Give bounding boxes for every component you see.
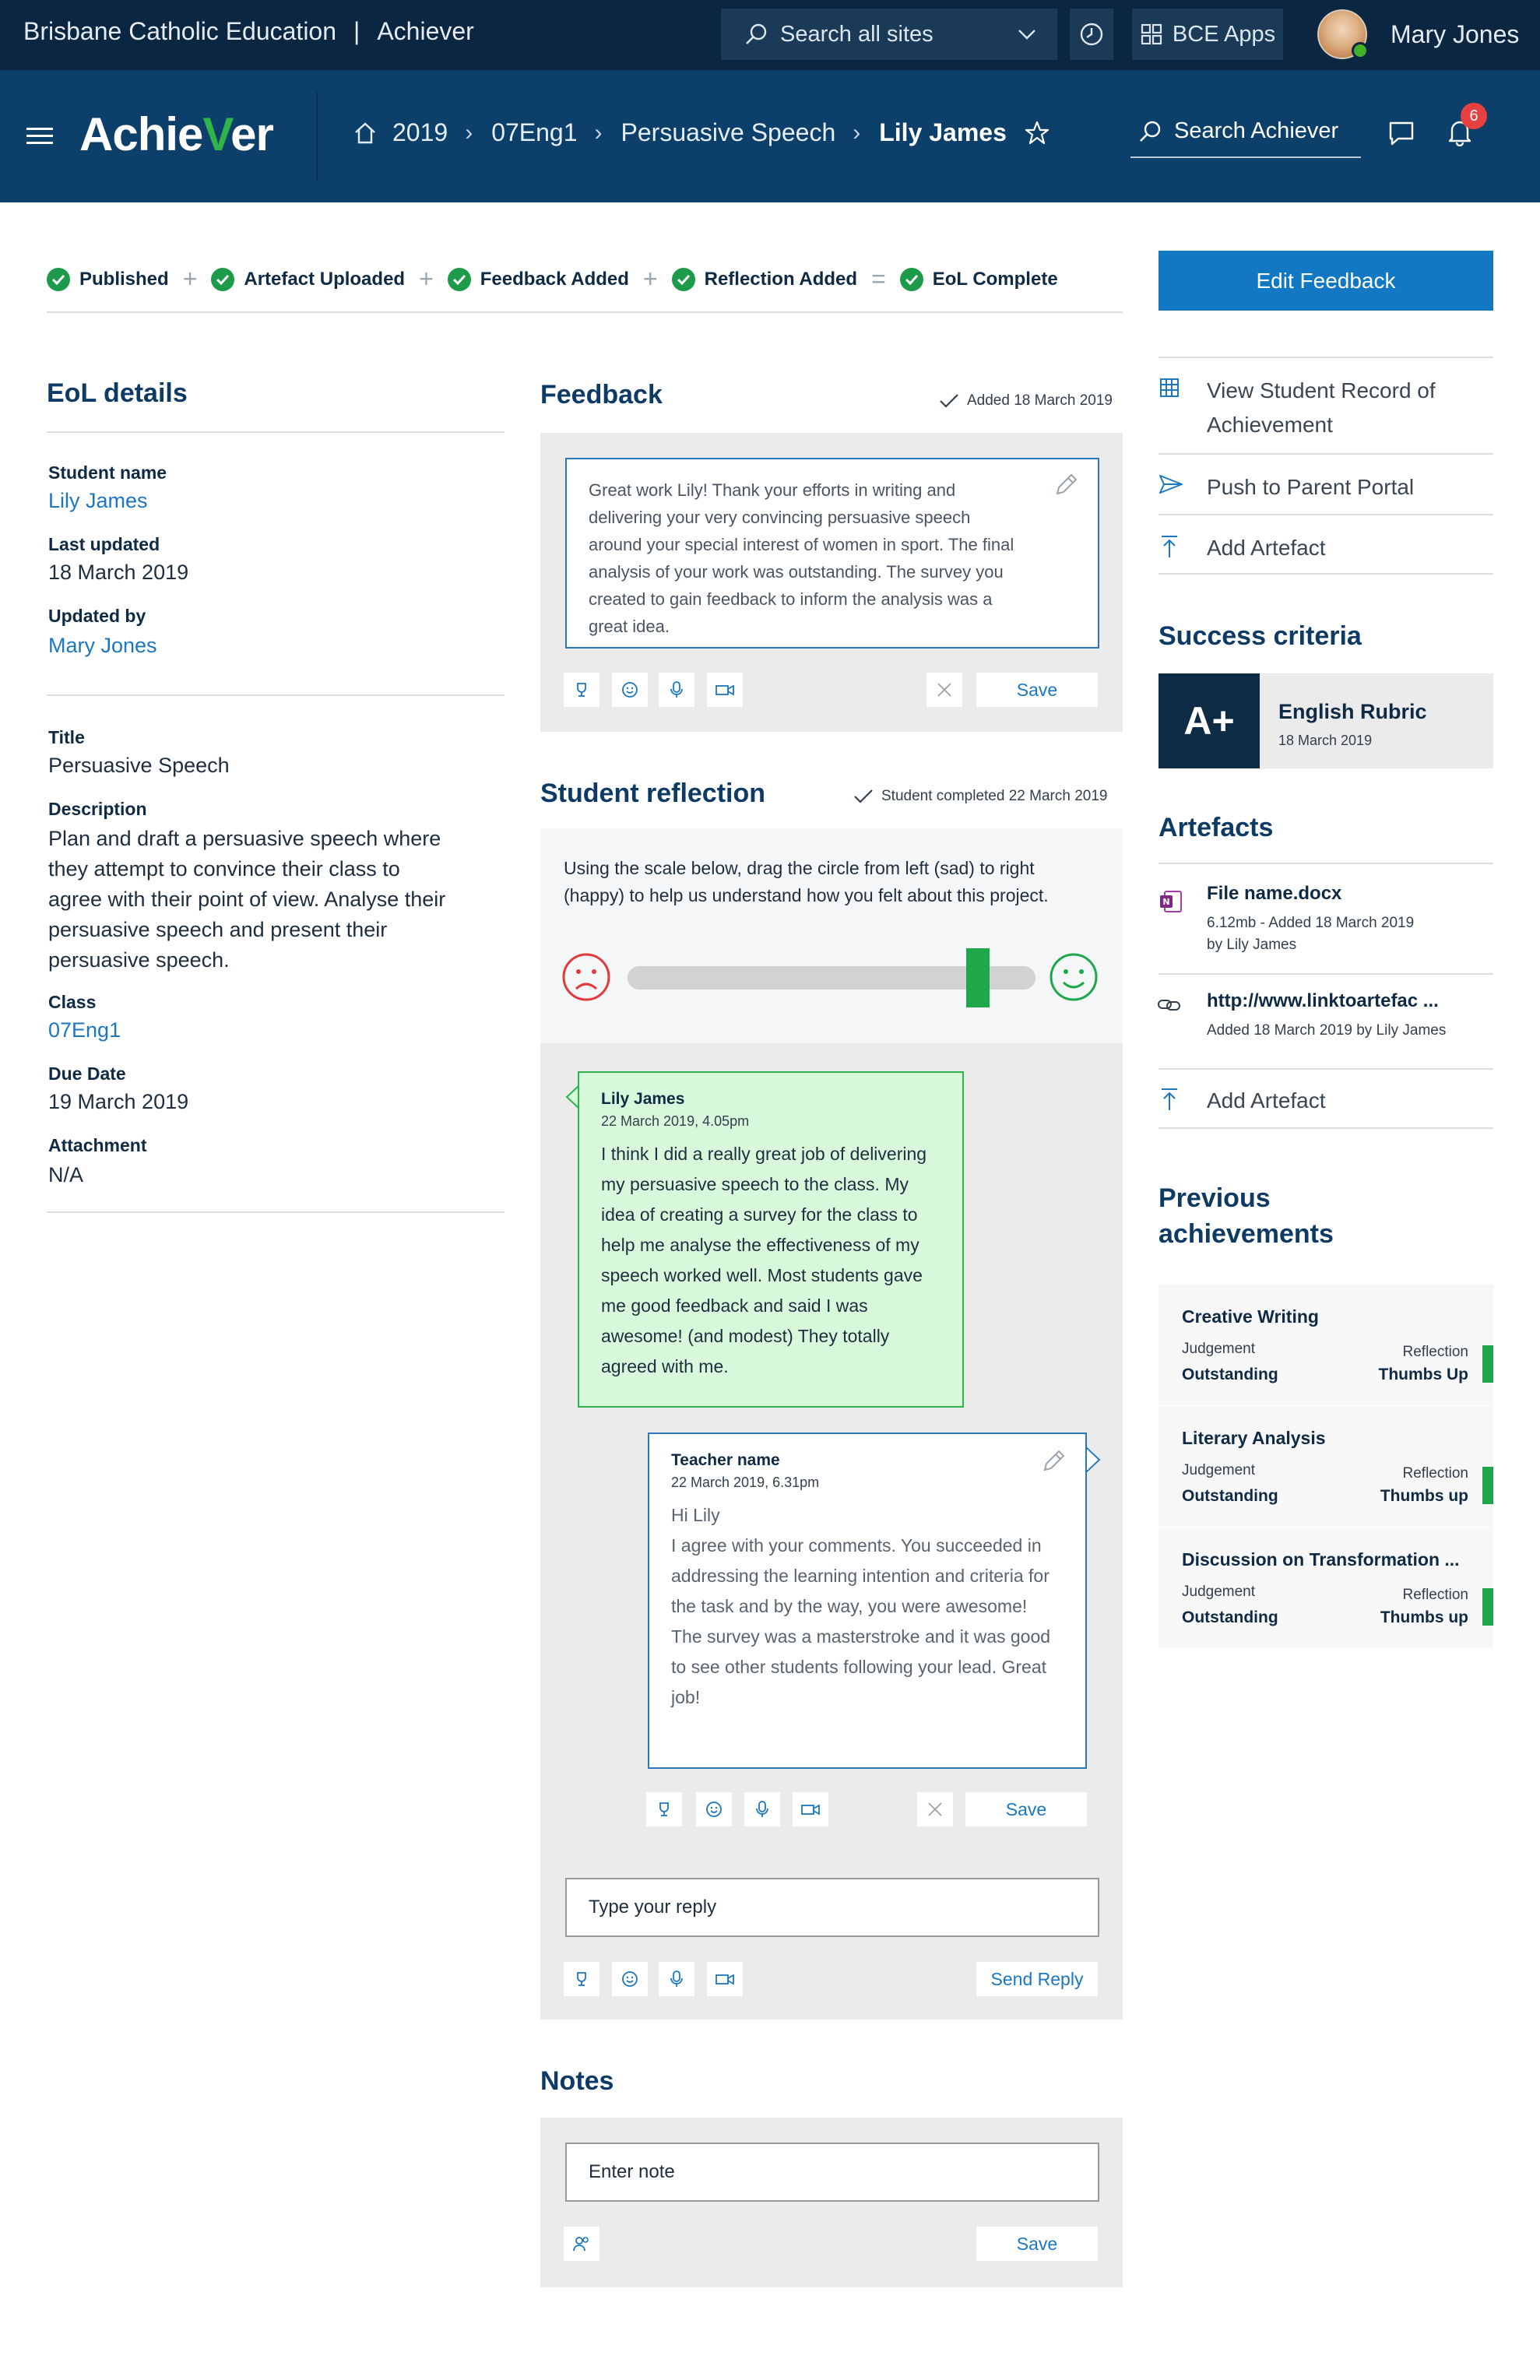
search-all-sites[interactable] bbox=[721, 9, 1057, 60]
attachment-label: Attachment bbox=[48, 1135, 147, 1155]
step-label: EoL Complete bbox=[932, 268, 1058, 290]
microphone-icon bbox=[754, 1800, 771, 1819]
trophy-button[interactable] bbox=[564, 1962, 599, 1996]
emoji-button[interactable] bbox=[612, 673, 648, 707]
cancel-button[interactable] bbox=[926, 673, 962, 707]
checkmark-icon bbox=[939, 393, 959, 409]
status-bar bbox=[1482, 1467, 1493, 1504]
avatar[interactable] bbox=[1317, 9, 1367, 59]
upload-arrow-icon bbox=[1159, 531, 1207, 565]
updated-by-link[interactable]: Mary Jones bbox=[48, 634, 157, 657]
step-artefact-uploaded bbox=[211, 268, 405, 291]
breadcrumb-class[interactable]: 07Eng1 bbox=[491, 118, 578, 146]
comment-text: The survey was a masterstroke and it was good to see other students following your lead. Great job! bbox=[671, 1626, 1051, 1707]
comment-author: Teacher name bbox=[671, 1451, 780, 1469]
pencil-edit-icon[interactable] bbox=[1053, 472, 1079, 498]
divider bbox=[1159, 1068, 1493, 1070]
send-reply-button[interactable]: Send Reply bbox=[976, 1962, 1098, 1996]
title-label: Title bbox=[48, 727, 85, 747]
user-name[interactable]: Mary Jones bbox=[1391, 20, 1520, 48]
chevron-right-icon: › bbox=[594, 119, 603, 146]
check-circle-icon bbox=[47, 268, 70, 291]
cancel-button[interactable] bbox=[917, 1792, 953, 1826]
judgement-value: Outstanding bbox=[1182, 1608, 1278, 1626]
logo-text-end: er bbox=[230, 108, 273, 160]
plus-separator: + bbox=[419, 265, 434, 293]
app-header bbox=[0, 70, 1540, 202]
reflection-label: Reflection bbox=[1402, 1587, 1468, 1603]
video-button[interactable] bbox=[707, 1962, 743, 1996]
check-circle-icon bbox=[448, 268, 471, 291]
judgement-value: Outstanding bbox=[1182, 1366, 1278, 1383]
reflection-completed-date: Student completed 22 March 2019 bbox=[881, 788, 1108, 804]
equals-separator: = bbox=[871, 265, 886, 293]
divider bbox=[1159, 514, 1493, 515]
sad-face-icon bbox=[561, 951, 612, 1003]
microphone-icon bbox=[668, 1970, 685, 1988]
comment-date: 22 March 2019, 4.05pm bbox=[601, 1113, 750, 1129]
rubric-title: English Rubric bbox=[1278, 700, 1427, 723]
trophy-button[interactable] bbox=[564, 673, 599, 707]
check-circle-icon bbox=[672, 268, 695, 291]
comment-text: I think I did a really great job of delivering my persuasive speech to the class. My idea of creating a survey for the class to help me analyse the effectiveness of my speech worked well. Most students gave me good feedback and said I was awesome! (and modest) They totally agreed with me. bbox=[601, 1144, 927, 1376]
header-divider bbox=[316, 92, 318, 181]
trophy-icon bbox=[656, 1801, 673, 1818]
breadcrumb bbox=[353, 118, 1050, 147]
reflection-label: Reflection bbox=[1402, 1344, 1468, 1360]
home-icon[interactable] bbox=[353, 121, 377, 145]
comment-date: 22 March 2019, 6.31pm bbox=[671, 1475, 820, 1490]
top-bar bbox=[0, 0, 1540, 70]
feedback-heading: Feedback bbox=[540, 380, 663, 410]
description-label: Description bbox=[48, 799, 147, 819]
reflection-completed-stamp bbox=[853, 788, 1107, 805]
chevron-down-icon[interactable] bbox=[1017, 26, 1037, 42]
add-artefact-label: Add Artefact bbox=[1207, 536, 1326, 560]
previous-achievements-heading-line1: Previous bbox=[1159, 1183, 1271, 1213]
title-value: Persuasive Speech bbox=[48, 754, 230, 777]
divider bbox=[47, 1211, 505, 1213]
success-criteria-heading: Success criteria bbox=[1159, 621, 1362, 651]
class-label: Class bbox=[48, 992, 97, 1012]
smiley-icon bbox=[621, 680, 639, 699]
notifications-bell-icon[interactable] bbox=[1447, 107, 1478, 146]
trophy-button[interactable] bbox=[646, 1792, 682, 1826]
upload-arrow-icon bbox=[1159, 1084, 1207, 1118]
comment-greeting: Hi Lily bbox=[671, 1505, 720, 1525]
previous-achievements-heading-line2: achievements bbox=[1159, 1219, 1334, 1249]
chevron-right-icon: › bbox=[853, 119, 861, 146]
microphone-button[interactable] bbox=[744, 1792, 780, 1826]
logo-text-start: Achie bbox=[79, 108, 203, 160]
reflection-label: Reflection bbox=[1402, 1465, 1468, 1482]
apps-grid-icon bbox=[1140, 23, 1163, 46]
rubric-date: 18 March 2019 bbox=[1278, 733, 1373, 748]
student-name-link[interactable]: Lily James bbox=[48, 489, 148, 512]
feedback-save-button[interactable]: Save bbox=[976, 673, 1098, 707]
reflection-value: Thumbs up bbox=[1380, 1608, 1468, 1626]
divider bbox=[1159, 973, 1493, 975]
logo-check-mark: V bbox=[202, 108, 231, 160]
smiley-icon bbox=[705, 1800, 723, 1819]
description-value: Plan and draft a persuasive speech where they attempt to convince their class to agree with their point of view. Analyse their persuasive speech and present their persuasive speech. bbox=[48, 827, 446, 972]
chat-icon[interactable] bbox=[1387, 120, 1415, 146]
star-icon[interactable] bbox=[1024, 120, 1050, 146]
status-bar bbox=[1482, 1345, 1493, 1383]
breadcrumb-student: Lily James bbox=[879, 118, 1007, 146]
close-icon bbox=[935, 680, 954, 699]
comment-text: I agree with your comments. You succeeded in addressing the learning intention and criteria for the task and by the way, you were awesome! bbox=[671, 1535, 1050, 1616]
clock-button[interactable] bbox=[1070, 9, 1113, 60]
check-circle-icon bbox=[211, 268, 234, 291]
progress-divider bbox=[47, 311, 1123, 313]
divider bbox=[1159, 357, 1493, 358]
microphone-button[interactable] bbox=[659, 1962, 694, 1996]
note-input[interactable] bbox=[565, 2143, 1099, 2202]
onenote-file-icon bbox=[1159, 889, 1183, 914]
previous-achievement-card[interactable] bbox=[1159, 1285, 1493, 1405]
step-label: Reflection Added bbox=[704, 268, 858, 290]
divider bbox=[1159, 453, 1493, 455]
close-icon bbox=[926, 1800, 944, 1819]
step-label: Artefact Uploaded bbox=[244, 268, 406, 290]
class-link[interactable]: 07Eng1 bbox=[48, 1018, 121, 1042]
notes-heading: Notes bbox=[540, 2066, 614, 2096]
breadcrumb-task[interactable]: Persuasive Speech bbox=[621, 118, 836, 146]
push-to-parent-portal-link[interactable] bbox=[1159, 470, 1493, 504]
feedback-text-box[interactable] bbox=[565, 458, 1099, 649]
users-icon bbox=[572, 2235, 591, 2252]
reply-placeholder: Type your reply bbox=[589, 1897, 717, 1918]
video-camera-icon bbox=[800, 1802, 821, 1817]
comment-author: Lily James bbox=[601, 1090, 685, 1108]
video-camera-icon bbox=[715, 1971, 735, 1987]
search-all-label: Search all sites bbox=[780, 21, 933, 47]
step-reflection-added bbox=[672, 268, 857, 291]
teacher-comment-bubble bbox=[648, 1433, 1087, 1769]
judgement-label: Judgement bbox=[1182, 1341, 1256, 1357]
feedback-added-stamp bbox=[939, 392, 1113, 410]
divider bbox=[1159, 1127, 1493, 1129]
updated-by-label: Updated by bbox=[48, 606, 146, 626]
send-arrow-icon bbox=[1159, 470, 1207, 504]
title-separator: | bbox=[353, 17, 360, 45]
step-feedback-added bbox=[448, 268, 629, 291]
chevron-right-icon: › bbox=[465, 119, 473, 146]
artefact-file-link[interactable]: File name.docx bbox=[1207, 883, 1342, 904]
previous-achievement-card[interactable] bbox=[1159, 1406, 1493, 1527]
search-achiever[interactable] bbox=[1130, 118, 1361, 158]
step-label: Feedback Added bbox=[480, 268, 629, 290]
artefact-url-link[interactable]: http://www.linktoartefac ... bbox=[1207, 990, 1439, 1011]
online-status-indicator bbox=[1352, 42, 1369, 59]
eol-details-heading: EoL details bbox=[47, 378, 188, 408]
feedback-text: Great work Lily! Thank your efforts in writing and delivering your very convincing persuasive speech around your special interest of women in sport. The final analysis of your work was outstanding. The survey you created to gain feedback to inform the analysis was a great idea. bbox=[589, 480, 1014, 636]
attachment-value: N/A bbox=[48, 1163, 84, 1186]
previous-achievement-card[interactable] bbox=[1159, 1527, 1493, 1648]
plus-separator: + bbox=[182, 265, 198, 293]
progress-steps bbox=[47, 265, 1121, 294]
add-artefact-label: Add Artefact bbox=[1207, 1088, 1326, 1113]
video-button[interactable] bbox=[707, 673, 743, 707]
bce-apps-button[interactable] bbox=[1132, 9, 1283, 60]
video-button[interactable] bbox=[793, 1792, 828, 1826]
last-updated-value: 18 March 2019 bbox=[48, 561, 189, 584]
microphone-icon bbox=[668, 680, 685, 699]
search-icon bbox=[744, 22, 769, 47]
step-published bbox=[47, 268, 169, 291]
view-student-record-label: View Student Record of Achievement bbox=[1207, 378, 1436, 437]
divider bbox=[47, 431, 505, 433]
artefacts-heading: Artefacts bbox=[1159, 813, 1274, 842]
judgement-label: Judgement bbox=[1182, 1462, 1256, 1478]
divider bbox=[1159, 863, 1493, 864]
judgement-label: Judgement bbox=[1182, 1584, 1256, 1600]
achiever-logo[interactable] bbox=[79, 107, 273, 161]
org-title bbox=[23, 17, 474, 46]
edit-feedback-button[interactable]: Edit Feedback bbox=[1159, 251, 1493, 311]
bce-apps-label: BCE Apps bbox=[1172, 21, 1276, 47]
search-achiever-label: Search Achiever bbox=[1174, 118, 1339, 143]
due-date-value: 19 March 2019 bbox=[48, 1090, 189, 1113]
breadcrumb-year[interactable]: 2019 bbox=[392, 118, 448, 146]
comment-save-button[interactable]: Save bbox=[965, 1792, 1087, 1826]
step-label: Published bbox=[79, 268, 169, 290]
judgement-value: Outstanding bbox=[1182, 1487, 1278, 1505]
artefact-file-author: by Lily James bbox=[1207, 937, 1297, 953]
artefact-file-meta: 6.12mb - Added 18 March 2019 bbox=[1207, 915, 1415, 931]
notification-count-badge: 6 bbox=[1461, 103, 1487, 129]
student-reflection-heading: Student reflection bbox=[540, 779, 766, 808]
video-camera-icon bbox=[715, 682, 735, 698]
divider bbox=[47, 694, 505, 696]
divider bbox=[1159, 573, 1493, 575]
plus-separator: + bbox=[642, 265, 658, 293]
share-users-button[interactable] bbox=[564, 2227, 599, 2261]
artefact-url-meta: Added 18 March 2019 by Lily James bbox=[1207, 1022, 1447, 1039]
trophy-icon bbox=[573, 1970, 590, 1988]
feedback-added-date: Added 18 March 2019 bbox=[967, 392, 1113, 409]
view-student-record-link[interactable] bbox=[1159, 374, 1493, 442]
menu-icon[interactable] bbox=[26, 126, 53, 146]
happy-face-icon bbox=[1048, 951, 1099, 1003]
reflection-slider-handle[interactable] bbox=[966, 948, 990, 1007]
app-name[interactable]: Achiever bbox=[377, 17, 474, 45]
pencil-edit-icon[interactable] bbox=[1040, 1448, 1067, 1475]
add-artefact-link[interactable] bbox=[1159, 531, 1493, 565]
emoji-button[interactable] bbox=[612, 1962, 648, 1996]
student-comment-bubble bbox=[578, 1071, 964, 1408]
clock-icon bbox=[1078, 21, 1105, 47]
reflection-value: Thumbs Up bbox=[1378, 1366, 1468, 1383]
org-name[interactable]: Brisbane Catholic Education bbox=[23, 17, 337, 45]
grade-badge: A+ bbox=[1159, 673, 1260, 768]
link-icon bbox=[1157, 995, 1182, 1015]
step-eol-complete bbox=[900, 268, 1058, 291]
reflection-prompt: Using the scale below, drag the circle from left (sad) to right (happy) to help us understand how you felt about this project. bbox=[564, 858, 1049, 905]
achievement-title: Literary Analysis bbox=[1182, 1428, 1326, 1448]
trophy-icon bbox=[573, 681, 590, 698]
achievement-title: Creative Writing bbox=[1182, 1306, 1319, 1327]
checkmark-icon bbox=[853, 789, 874, 804]
last-updated-label: Last updated bbox=[48, 534, 160, 554]
note-placeholder: Enter note bbox=[589, 2161, 675, 2182]
svg-text:N: N bbox=[1162, 897, 1170, 907]
due-date-label: Due Date bbox=[48, 1063, 126, 1084]
status-bar bbox=[1482, 1588, 1493, 1626]
reflection-value: Thumbs up bbox=[1380, 1487, 1468, 1505]
add-artefact-link[interactable] bbox=[1159, 1084, 1493, 1118]
success-criteria-card[interactable] bbox=[1159, 673, 1493, 768]
emoji-button[interactable] bbox=[696, 1792, 732, 1826]
achievement-title: Discussion on Transformation ... bbox=[1182, 1549, 1460, 1570]
table-grid-icon bbox=[1159, 374, 1207, 442]
check-circle-icon bbox=[900, 268, 923, 291]
student-name-label: Student name bbox=[48, 462, 167, 483]
push-to-parent-portal-label: Push to Parent Portal bbox=[1207, 475, 1415, 499]
bubble-pointer bbox=[1085, 1447, 1101, 1473]
notes-save-button[interactable]: Save bbox=[976, 2227, 1098, 2261]
smiley-icon bbox=[621, 1970, 639, 1988]
reply-input[interactable] bbox=[565, 1878, 1099, 1937]
search-icon bbox=[1138, 119, 1163, 144]
microphone-button[interactable] bbox=[659, 673, 694, 707]
